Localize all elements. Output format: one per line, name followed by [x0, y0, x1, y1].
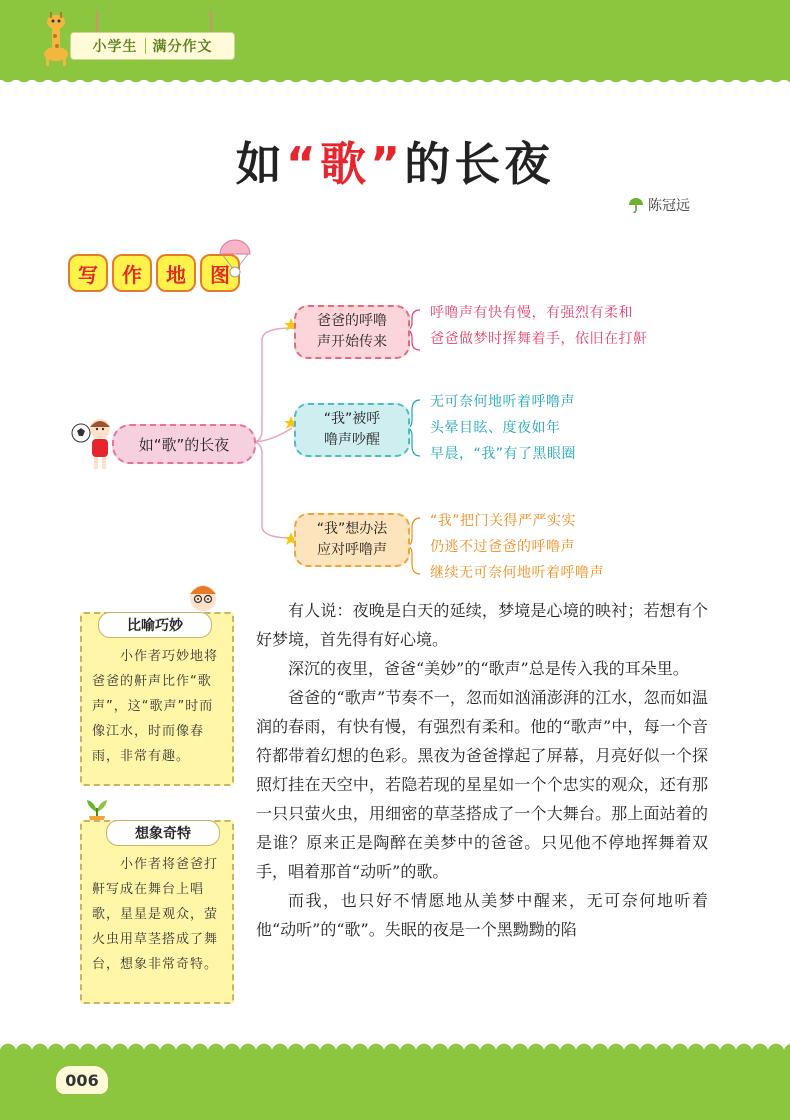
leaf-item: 头晕目眩、度夜如年	[430, 420, 561, 436]
connector-branch-3	[252, 442, 292, 538]
body-paragraph: 爸爸的“歌声”节奏不一，忽而如汹涌澎湃的江水，忽而如温润的春雨，有快有慢，有强烈有柔和。他的“歌声”中，每一个音符都带着幻想的色彩。黑夜为爸爸撑起了屏幕，月亮好似一个探照灯挂在天空中，若隐若现的星星如一个个忠实的观众，还有那一只只萤火虫，用细密的草茎搭成了一个大舞台。那上面站着的是谁？原来正是陶醉在美梦中的爸爸。只见他不停地挥舞着双手，唱着那首“动听”的歌。	[256, 688, 708, 881]
title-prefix: 如	[235, 137, 286, 191]
body-paragraph: 有人说：夜晚是白天的延续，梦境是心境的映衬；若想有个好梦境，首先得有好心境。	[256, 601, 708, 649]
note-text: 小作者巧妙地将爸爸的鼾声比作“歌声”，这“歌声”时而像江水，时而像春雨，非常有趣。	[92, 649, 219, 764]
leaf-item: 呼噜声有快有慢，有强烈有柔和	[430, 305, 633, 321]
body-paragraph: 而我，也只好不情愿地从美梦中醒来，无可奈何地听着他“动听”的“歌”。失眠的夜是一个黑黝黝的陷	[256, 891, 708, 939]
note-label: 想象奇特	[106, 820, 220, 846]
branch-line: 爸爸的呼噜	[317, 313, 387, 329]
leaf-item: 爸爸做梦时挥舞着手，依旧在打鼾	[430, 331, 648, 347]
peeking-boy-icon	[186, 578, 220, 612]
leaf-item: 继续无可奈何地听着呼噜声	[430, 565, 604, 581]
branch-line: “我”想办法	[316, 521, 388, 537]
section-tag-char: 作	[112, 254, 152, 292]
page-number: 006	[56, 1066, 108, 1094]
mind-map-branch-2	[294, 403, 410, 457]
branch-line: 应对呼噜声	[316, 542, 387, 558]
series-category: 满分作文	[152, 39, 213, 55]
section-tag-char: 写	[68, 254, 108, 292]
article-body	[256, 596, 708, 944]
mind-map-root: 如“歌”的长夜	[112, 424, 256, 464]
body-paragraph: 深沉的夜里，爸爸“美妙”的“歌声”总是传入我的耳朵里。	[288, 659, 689, 678]
bottom-banner	[0, 1050, 790, 1120]
leaf-item: 早晨，“我”有了黑眼圈	[430, 446, 577, 462]
branch-line: 噜声吵醒	[323, 432, 380, 448]
leaf-item: 无可奈何地听着呼噜声	[430, 394, 575, 410]
leaf-item: “我”把门关得严严实实	[430, 513, 577, 529]
note-label: 比喻巧妙	[98, 612, 212, 638]
mind-map-branch-3	[294, 513, 410, 567]
series-name: 小学生	[92, 39, 138, 55]
title-highlight: “歌”	[285, 137, 405, 191]
section-tag-char: 图	[200, 254, 240, 292]
branch-line: 声开始传来	[317, 334, 387, 350]
leaf-item: 仍逃不过爸爸的呼噜声	[430, 539, 575, 555]
title-suffix: 的长夜	[404, 137, 555, 191]
girl-with-ball-icon	[70, 415, 116, 471]
note-text: 小作者将爸爸打鼾写成在舞台上唱歌，星星是观众，萤火虫用草茎搭成了舞台，想象非常奇特。	[92, 857, 219, 972]
connector-branch-1	[252, 328, 292, 442]
side-note-metaphor	[80, 612, 234, 786]
branch-line: “我”被呼	[323, 411, 381, 427]
author-name: 陈冠远	[648, 198, 690, 214]
side-note-imagination	[80, 820, 234, 1004]
section-tag-char: 地	[156, 254, 196, 292]
mind-map-branch-1	[294, 305, 410, 359]
